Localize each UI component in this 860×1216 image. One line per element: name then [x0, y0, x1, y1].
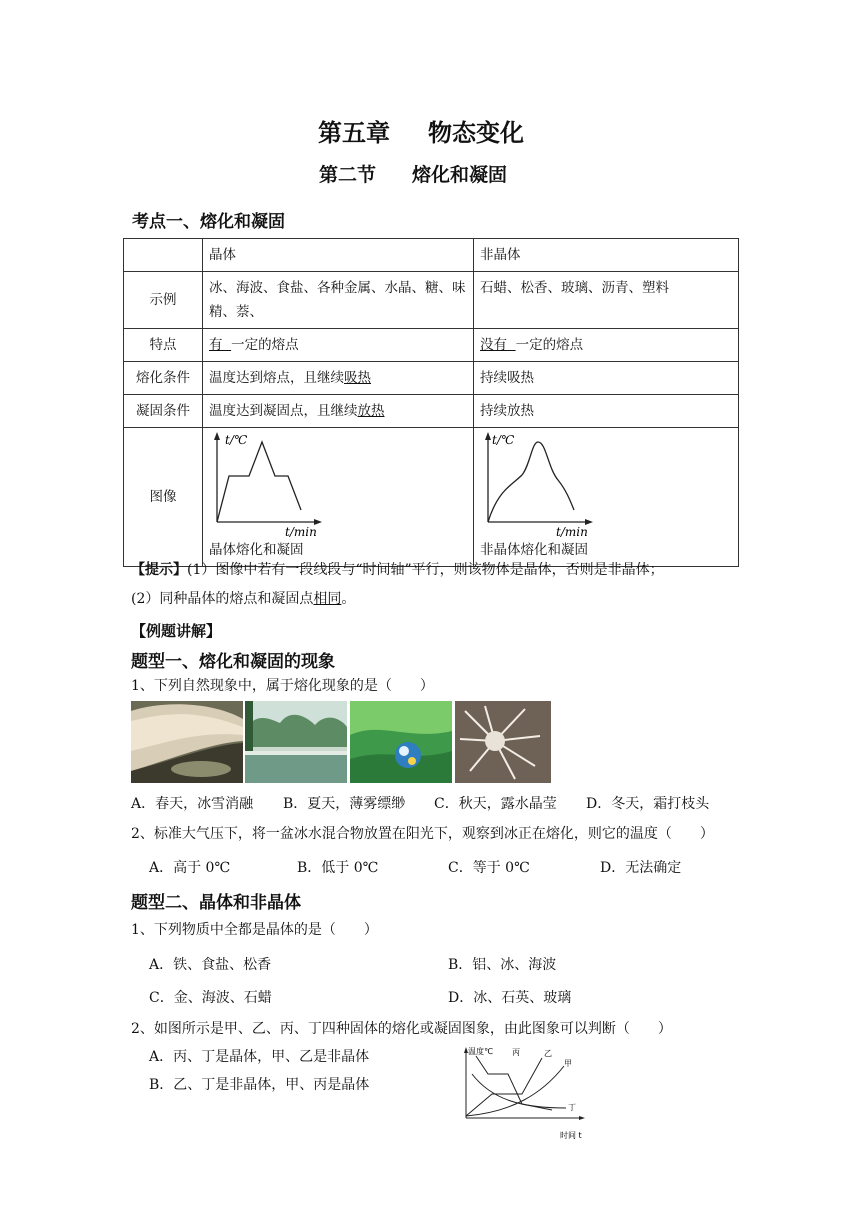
question-1-2: 2、标准大气压下，将一盆冰水混合物放置在阳光下，观察到冰正在熔化，则它的温度（ ）: [131, 826, 714, 842]
row-label: 特点: [124, 329, 203, 362]
underline-text: 相同: [313, 591, 342, 607]
header-amorphous: 非晶体: [474, 239, 739, 272]
table-row: [124, 329, 739, 362]
row-label: 熔化条件: [124, 362, 203, 395]
option-b: B．低于 0℃: [297, 860, 379, 876]
underline-text: 放热: [357, 403, 385, 419]
curve-label-yi: 乙: [544, 1049, 552, 1058]
table-row: [124, 395, 739, 428]
table-row: [124, 272, 739, 329]
type2-heading: 题型二、晶体和非晶体: [131, 893, 301, 913]
cell-text: 一定的熔点: [515, 337, 584, 353]
graph-caption: 晶体熔化和凝固: [209, 542, 304, 558]
amorphous-graph: [480, 430, 600, 538]
option-b: B．铝、冰、海波: [448, 957, 557, 973]
graph-caption: 非晶体熔化和凝固: [480, 542, 588, 558]
cell: 石蜡、松香、玻璃、沥青、塑料: [474, 272, 739, 329]
option-a: A．高于 0℃: [149, 860, 231, 876]
cell-text: 温度达到凝固点，且继续: [209, 403, 358, 419]
underline-text: 有: [209, 337, 223, 353]
x-axis-label: 时间 t: [560, 1131, 582, 1140]
table-row: [124, 428, 739, 567]
cell: [203, 362, 474, 395]
row-label: 图像: [124, 428, 203, 567]
row-label: 示例: [124, 272, 203, 329]
question-2-1: 1、下列物质中全都是晶体的是（ ）: [131, 922, 378, 938]
option-a: A．春天，冰雪消融: [131, 796, 254, 812]
y-axis-label: t/℃: [225, 433, 248, 447]
curve-label-ding: 丁: [568, 1103, 576, 1112]
tip-line-2: (2）同种晶体的熔点和凝固点相同。: [131, 591, 356, 607]
curve-label-jia: 甲: [564, 1059, 572, 1068]
dew-drop-photo: [350, 701, 452, 783]
row-label: 凝固条件: [124, 395, 203, 428]
header-crystal: 晶体: [203, 239, 474, 272]
x-axis-label: t/min: [285, 525, 317, 538]
cell-text: 一定的熔点: [231, 337, 299, 353]
section-title: 第二节 熔化和凝固: [319, 164, 508, 186]
tip-label: 【提示】: [131, 562, 187, 578]
cell: [203, 428, 474, 567]
rock-ice-photo: [131, 701, 243, 783]
option-a: A．铁、食盐、松香: [149, 957, 272, 973]
crystal-graph: [209, 430, 329, 538]
cell: [474, 428, 739, 567]
table-corner: [124, 239, 203, 272]
tip-line-1: [131, 559, 664, 579]
option-b: B．乙、丁是非晶体，甲、丙是晶体: [149, 1077, 370, 1093]
y-axis-label: t/℃: [492, 433, 515, 447]
frost-branch-photo: [455, 701, 551, 783]
option-a: A．丙、丁是晶体，甲、乙是非晶体: [149, 1049, 370, 1065]
cell: 持续吸热: [474, 362, 739, 395]
cell: [474, 329, 739, 362]
type1-heading: 题型一、熔化和凝固的现象: [131, 652, 335, 672]
option-d: D．无法确定: [600, 860, 682, 876]
table-header-row: [124, 239, 739, 272]
underline-text: 没有: [480, 337, 507, 353]
option-c: C．等于 0℃: [448, 860, 530, 876]
chapter-title: 第五章 物态变化: [318, 119, 524, 147]
phase-curves-figure: [452, 1044, 592, 1144]
question-1-1: 1、下列自然现象中，属于熔化现象的是（ ）: [131, 678, 434, 694]
examples-heading: 【例题讲解】: [131, 622, 222, 640]
tip-text: (1）图像中若有一段线段与“时间轴”平行，则该物体是晶体，否则是非晶体；: [187, 562, 664, 578]
option-d: D．冬天，霜打枝头: [586, 796, 710, 812]
cell: [203, 329, 474, 362]
y-axis-label: 温度℃: [468, 1047, 493, 1056]
option-b: B．夏天，薄雾缥缈: [283, 796, 406, 812]
question-2-2: 2、如图所示是甲、乙、丙、丁四种固体的熔化或凝固图象，由此图象可以判断（ ）: [131, 1021, 672, 1037]
option-c: C．秋天，露水晶莹: [434, 796, 557, 812]
curve-label-bing: 丙: [512, 1048, 520, 1057]
comparison-table: [123, 238, 739, 567]
table-row: [124, 362, 739, 395]
cell-text: 温度达到熔点，且继续: [209, 370, 344, 386]
x-axis-label: t/min: [556, 525, 588, 538]
kaodian-heading: 考点一、熔化和凝固: [132, 212, 285, 232]
cell: [203, 395, 474, 428]
cell: 冰、海波、食盐、各种金属、水晶、糖、味精、萘、: [203, 272, 474, 329]
cell: 持续放热: [474, 395, 739, 428]
misty-lake-photo: [245, 701, 347, 783]
option-d: D．冰、石英、玻璃: [448, 990, 572, 1006]
underline-text: 吸热: [344, 370, 371, 386]
option-c: C．金、海波、石蜡: [149, 990, 272, 1006]
